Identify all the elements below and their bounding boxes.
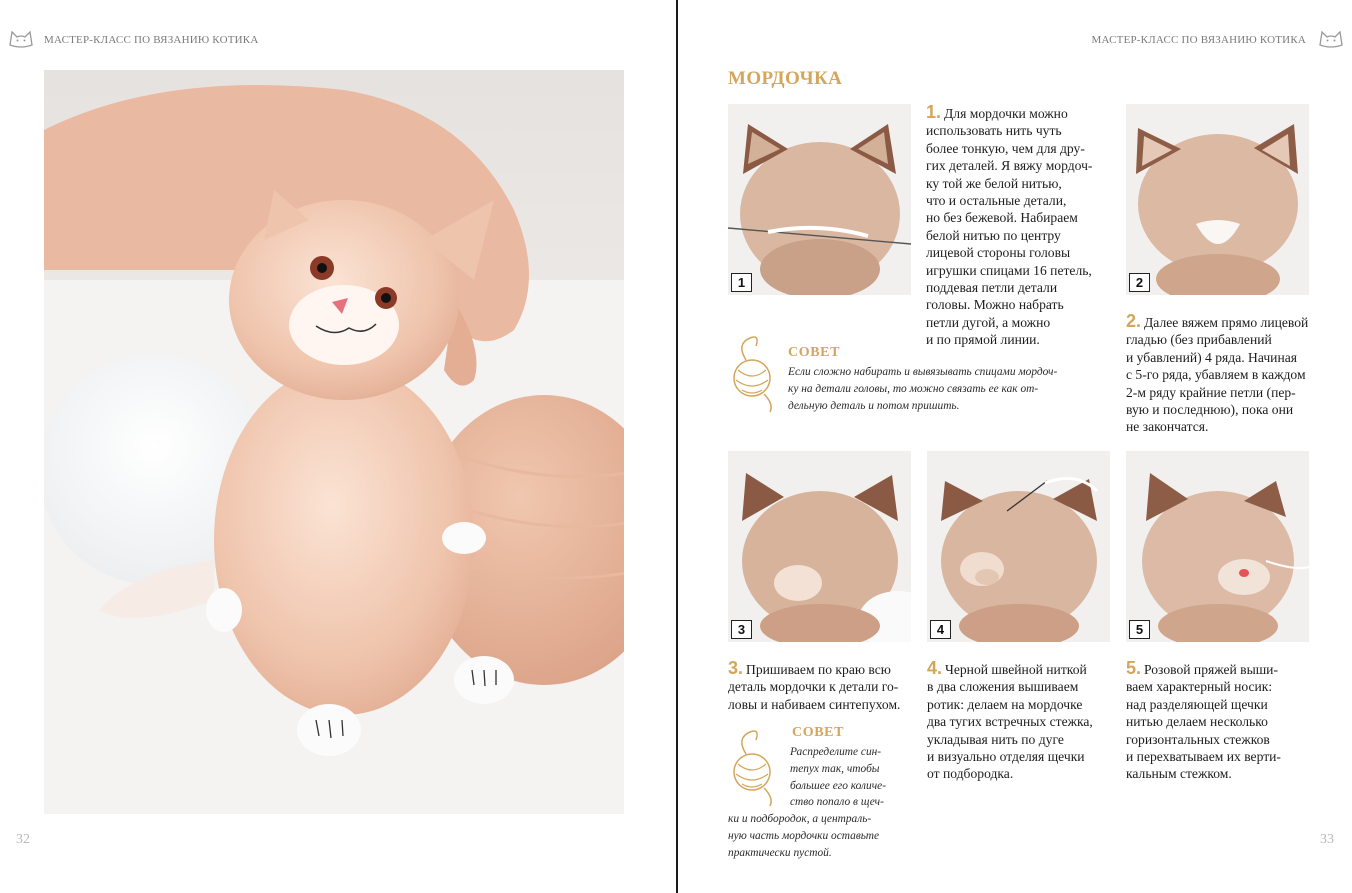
step-number-label: 5 bbox=[1129, 620, 1150, 639]
hero-photo-knitted-kitten bbox=[44, 70, 624, 814]
tip-text: Если сложно набирать и вывязывать спицами мордоч- ку на детали головы, то можно связать ее как от- дельную деталь и потом пришить. bbox=[788, 366, 1058, 412]
tip-text-continued: ки и подбородок, а централь- ную часть мордочки оставьте практически пустой. bbox=[728, 813, 880, 859]
step-number: 2. bbox=[1126, 311, 1142, 331]
page-number: 32 bbox=[16, 832, 30, 847]
step-2-photo bbox=[1126, 104, 1309, 295]
tip-text: Распределите син- тепух так, чтобы большее его количе- ство попало в щеч- bbox=[790, 746, 886, 809]
step-number-label: 1 bbox=[731, 273, 752, 292]
step-4-text: 4. Черной швейной ниткой в два сложения вышиваем ротик: делаем на мордочке два тугих встречных стежка, укладывая нить по дуге и визуально отделяя щечки от подбородка. bbox=[927, 658, 1093, 782]
step-number: 1. bbox=[926, 102, 942, 122]
tip-label: СОВЕТ bbox=[792, 725, 845, 740]
running-head: МАСТЕР-КЛАСС ПО ВЯЗАНИЮ КОТИКА bbox=[1091, 34, 1306, 46]
step-3-text: 3. Пришиваем по краю всю деталь мордочки к детали го- ловы и набиваем синтепухом. bbox=[728, 658, 901, 712]
step-4-photo bbox=[927, 451, 1110, 642]
right-page bbox=[678, 0, 1352, 893]
step-3-photo bbox=[728, 451, 911, 642]
step-number: 4. bbox=[927, 658, 943, 678]
step-2-text: 2. Далее вяжем прямо лицевой гладью (без прибавлений и убавлений) 4 ряда. Начиная с 5-го ряда, убавляем в каждом 2-м ряду крайние петли (пер- вую и последнюю), пока они не закончатся. bbox=[1126, 311, 1309, 435]
step-5-text: 5. Розовой пряжей выши- ваем характерный носик: над разделяющей щечки нитью делаем несколько горизонтальных стежков и перехватываем их верти- кальным стежком. bbox=[1126, 658, 1281, 782]
cat-head-icon bbox=[1316, 28, 1346, 48]
cat-head-icon bbox=[6, 28, 36, 48]
step-1-photo bbox=[728, 104, 911, 295]
section-title: МОРДОЧКА bbox=[728, 68, 843, 89]
tip-label: СОВЕТ bbox=[788, 345, 841, 360]
step-number: 3. bbox=[728, 658, 744, 678]
step-number-label: 2 bbox=[1129, 273, 1150, 292]
step-number-label: 4 bbox=[930, 620, 951, 639]
page-number: 33 bbox=[1320, 832, 1334, 847]
running-head: МАСТЕР-КЛАСС ПО ВЯЗАНИЮ КОТИКА bbox=[44, 34, 259, 46]
step-5-photo bbox=[1126, 451, 1309, 642]
step-1-text: 1. Для мордочки можно использовать нить чуть более тонкую, чем для дру- гих деталей. Я вяжу мордоч- ку той же белой нитью, что и остальные детали, но без бежевой. Набираем белой нитью по центру лицевой стороны головы игрушки спицами 16 петель, поддевая петли детали головы. Можно набрать петли дугой, а можно и по прямой линии. bbox=[926, 102, 1093, 348]
step-number: 5. bbox=[1126, 658, 1142, 678]
step-number-label: 3 bbox=[731, 620, 752, 639]
yarn-ball-icon bbox=[726, 336, 780, 414]
yarn-ball-icon bbox=[726, 730, 780, 808]
